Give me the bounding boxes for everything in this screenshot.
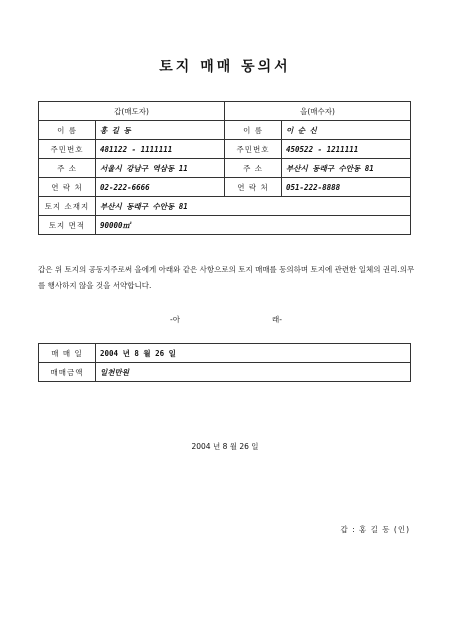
sale-date-value: 2004 년 8 월 26 일 (96, 344, 411, 363)
heading-right: 래- (272, 315, 282, 324)
table-row (39, 159, 411, 178)
table-row (39, 140, 411, 159)
heading-left: -아 (170, 315, 180, 324)
seller-header: 갑(매도자) (39, 102, 225, 121)
seller-id-number: 481122 - 1111111 (96, 140, 225, 159)
sale-amount-label: 매매금액 (39, 363, 96, 382)
sale-date-label: 매 매 일 (39, 344, 96, 363)
section-heading (170, 314, 282, 325)
table-row (39, 216, 411, 235)
sale-amount-value: 일천만원 (96, 363, 411, 382)
name-label: 이 름 (39, 121, 96, 140)
table-row (39, 121, 411, 140)
sale-table (38, 343, 411, 382)
land-table (38, 196, 411, 235)
buyer-contact: 051-222-8888 (282, 178, 411, 197)
parties-table (38, 101, 411, 197)
table-row (39, 178, 411, 197)
table-row (39, 363, 411, 382)
table-row (39, 344, 411, 363)
land-location-label: 토지 소재지 (39, 197, 96, 216)
contact-label: 연 락 처 (39, 178, 96, 197)
signed-date: 2004 년 8 월 26 일 (191, 442, 259, 451)
document-title: 토지 매매 동의서 (159, 59, 291, 75)
address-label: 주 소 (39, 159, 96, 178)
table-row (39, 197, 411, 216)
land-location-value: 부산시 동래구 수안동 81 (96, 197, 411, 216)
buyer-id-number: 450522 - 1211111 (282, 140, 411, 159)
signature-line: 갑 : 홍 길 동 (인) (340, 525, 410, 534)
land-area-label: 토지 면적 (39, 216, 96, 235)
buyer-address: 부산시 동래구 수안동 81 (282, 159, 411, 178)
id-number-label: 주민번호 (225, 140, 282, 159)
contact-label: 연 락 처 (225, 178, 282, 197)
seller-address: 서울시 강남구 역삼동 11 (96, 159, 225, 178)
name-label: 이 름 (225, 121, 282, 140)
buyer-header: 을(매수자) (225, 102, 411, 121)
land-area-value: 90000㎡ (96, 216, 411, 235)
consent-paragraph: 갑은 위 토지의 공동지주로써 을에게 아래와 같은 사항으로의 토지 매매를 동의하며 토지에 관련한 일체의 권리.의무를 행사하지 않을 것을 서약합니다. (38, 265, 415, 290)
id-number-label: 주민번호 (39, 140, 96, 159)
seller-name: 홍 길 동 (96, 121, 225, 140)
buyer-name: 이 순 신 (282, 121, 411, 140)
address-label: 주 소 (225, 159, 282, 178)
seller-contact: 02-222-6666 (96, 178, 225, 197)
